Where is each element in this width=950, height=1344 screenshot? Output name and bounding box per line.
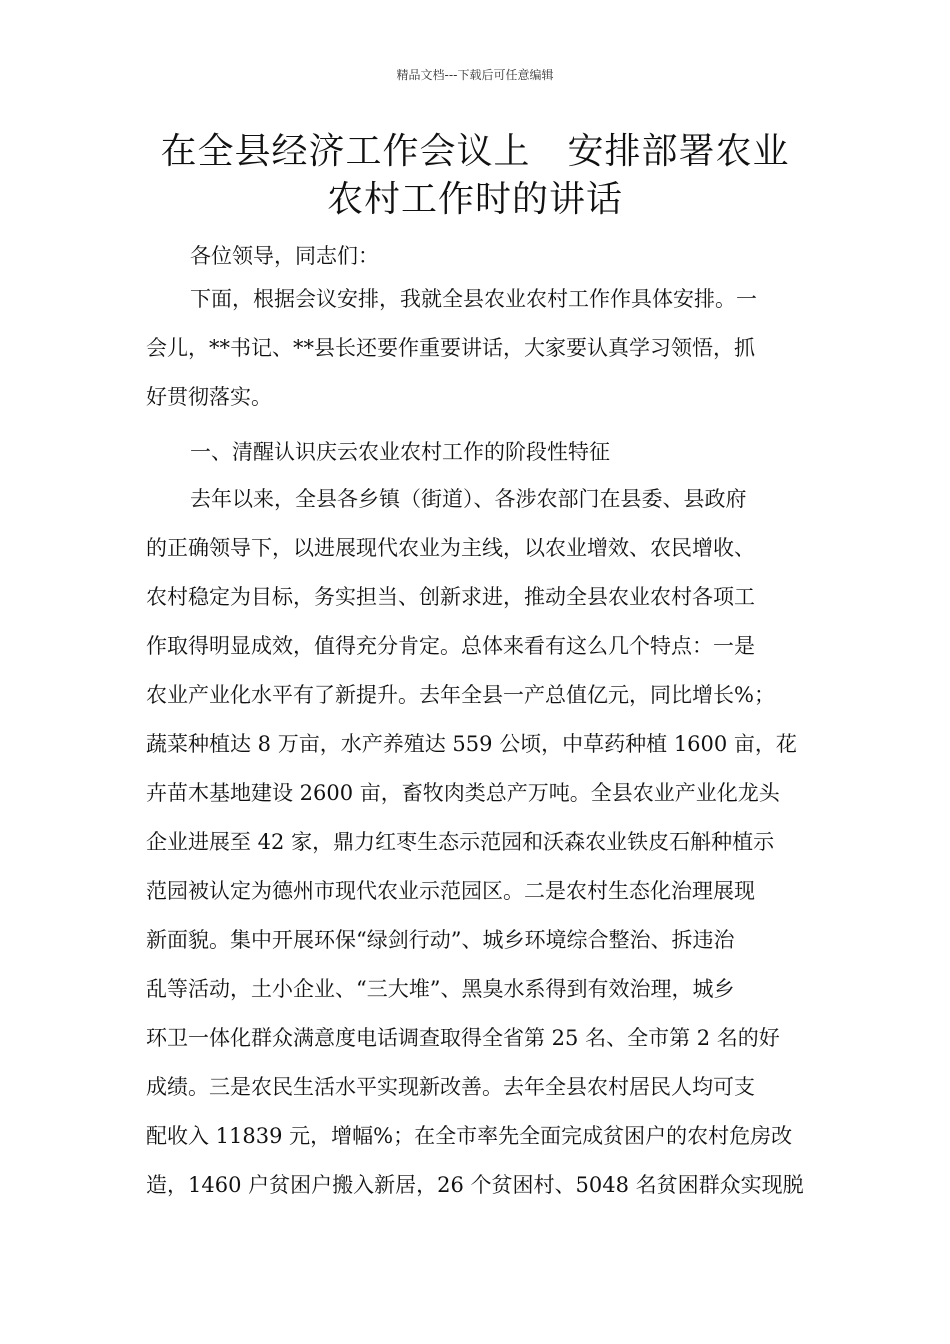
paragraph-line: 农业产业化水平有了新提升。去年全县一产总值亿元，同比增长%； — [146, 683, 775, 707]
paragraph-line: 配收入 11839 元，增幅%；在全市率先全面完成贫困户的农村危房改 — [146, 1124, 793, 1148]
paragraph-intro — [146, 286, 806, 433]
title-line: 在全县经济工作会议上 安排部署农业 — [160, 131, 790, 172]
paragraph-line: 乱等活动，土小企业、“三大堆”、黑臭水系得到有效治理，城乡 — [146, 977, 735, 1001]
paragraph-line: 的正确领导下，以进展现代农业为主线，以农业增效、农民增收、 — [146, 536, 755, 560]
paragraph-line: 作取得明显成效，值得充分肯定。总体来看有这么几个特点：一是 — [146, 634, 755, 658]
paragraph-line: 蔬菜种植达 8 万亩，水产养殖达 559 公顷，中草药种植 1600 亩，花 — [146, 732, 797, 756]
paragraph-line: 环卫一体化群众满意度电话调查取得全省第 25 名、全市第 2 名的好 — [146, 1026, 780, 1050]
paragraph-line: 去年以来，全县各乡镇（街道）、各涉农部门在县委、县政府 — [190, 487, 747, 511]
paragraph-line: 新面貌。集中开展环保“绿剑行动”、城乡环境综合整治、拆违治 — [146, 928, 735, 952]
paragraph-line: 下面，根据会议安排，我就全县农业农村工作作具体安排。一 — [190, 287, 757, 311]
paragraph-line: 农村稳定为目标，务实担当、创新求进，推动全县农业农村各项工 — [146, 585, 755, 609]
paragraph-body — [146, 486, 806, 1221]
salutation: 各位领导，同志们： — [190, 244, 379, 268]
document-title — [140, 128, 810, 224]
section-heading: 一、清醒认识庆云农业农村工作的阶段性特征 — [190, 440, 610, 464]
page-header-note: 精品文档---下载后可任意编辑 — [396, 68, 554, 82]
paragraph-line: 会儿，**书记、**县长还要作重要讲话，大家要认真学习领悟，抓 — [146, 336, 755, 360]
paragraph-line: 好贯彻落实。 — [146, 385, 272, 409]
paragraph-line: 范园被认定为德州市现代农业示范园区。二是农村生态化治理展现 — [146, 879, 755, 903]
paragraph-line: 造，1460 户贫困户搬入新居，26 个贫困村、5048 名贫困群众实现脱 — [146, 1173, 804, 1197]
paragraph-line: 企业进展至 42 家，鼎力红枣生态示范园和沃森农业铁皮石斛种植示 — [146, 830, 775, 854]
paragraph-line: 卉苗木基地建设 2600 亩，畜牧肉类总产万吨。全县农业产业化龙头 — [146, 781, 780, 805]
title-line: 农村工作时的讲话 — [326, 179, 623, 220]
paragraph-line: 成绩。三是农民生活水平实现新改善。去年全县农村居民人均可支 — [146, 1075, 755, 1099]
